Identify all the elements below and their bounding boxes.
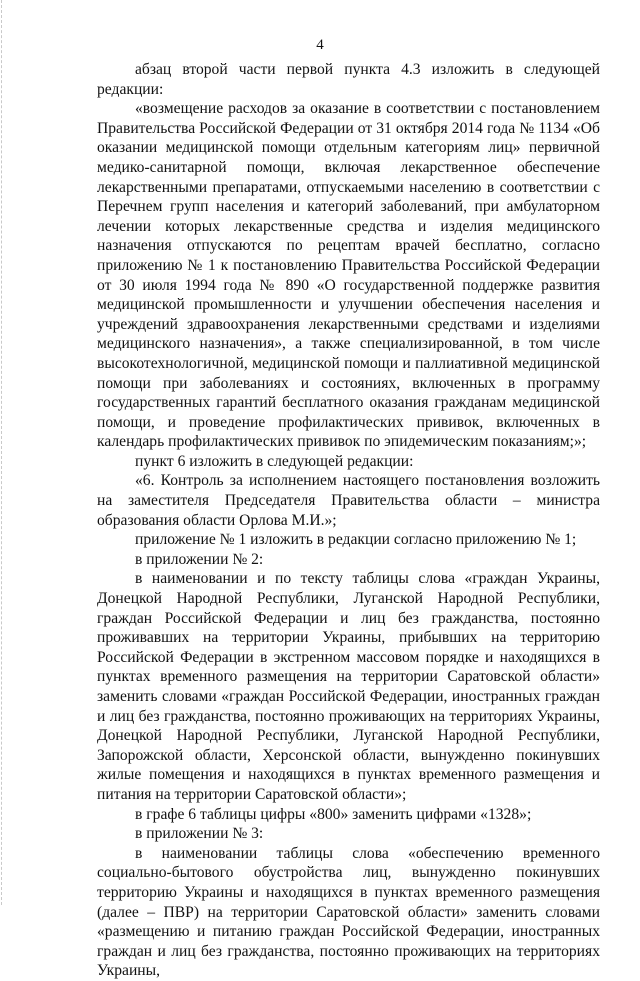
paragraph-8: в графе 6 таблицы цифры «800» заменить цифрами «1328»; [135, 805, 532, 823]
paragraph-2: «возмещение расходов за оказание в соответствии с постановлением Правительства Российской Федерации от 31 октября 2014 года № 1134 «Об оказании медицинской помощи отдельным категориям лиц» первичной медико-санитарной помощи, включая лекарственное обеспечение лекарственными препаратами, отпускаемыми населению в соответствии с Перечнем групп населения и категорий заболеваний, при амбулаторном лечении которых лекарственные средства и изделия медицинского назначения отпускаются по рецептам врачей бесплатно, согласно приложению № 1 к постановлению Правительства Российской Федерации от 30 июля 1994 года № 890 «О государственной поддержке развития медицинской промышленности и улучшении обеспечения населения и учреждений здравоохранения лекарственными средствами и изделиями медицинского назначения», а также специализированной, в том числе высокотехнологичной, медицинской помощи и паллиативной медицинской помощи при заболеваниях и состояниях, включенных в программу государственных гарантий бесплатного оказания гражданам медицинской помощи, и проведение профилактических прививок, включенных в календарь профилактических прививок по эпидемическим показаниям;»; [97, 100, 600, 451]
paragraph-1: абзац второй части первой пункта 4.3 изложить в следующей редакции: [97, 61, 600, 98]
page-left-edge [1, 0, 2, 905]
paragraph-3: пункт 6 изложить в следующей редакции: [135, 452, 414, 470]
paragraph-9: в приложении № 3: [135, 825, 264, 843]
paragraph-4: «6. Контроль за исполнением настоящего постановления возложить на заместителя Председателя Правительства области – министра образования области Орлова М.И.»; [97, 472, 600, 529]
paragraph-10: в наименовании таблицы слова «обеспечению временного социально-бытового обустройства лиц, вынужденно покинувших территорию Украины и находящихся в пунктах временного размещения (далее – ПВР) на территории Саратовской области» заменить словами «размещению и питанию граждан Российской Федерации, иностранных граждан и лиц без гражданства, постоянно проживающих на территориях Украины, [97, 844, 600, 980]
document-body [97, 60, 600, 981]
page-number: 4 [316, 37, 324, 53]
paragraph-5: приложение № 1 изложить в редакции согласно приложению № 1; [135, 531, 577, 549]
paragraph-6: в приложении № 2: [135, 550, 264, 568]
paragraph-7: в наименовании и по тексту таблицы слова «граждан Украины, Донецкой Народной Республики, Луганской Народной Республики, граждан Российской Федерации и лиц без гражданства, постоянно проживавших на территории Украины, прибывших на территорию Российской Федерации в экстренном массовом порядке и находящихся в пунктах временного размещения на территории Саратовской области» заменить словами «граждан Российской Федерации, иностранных граждан и лиц без гражданства, постоянно проживающих на территориях Украины, Донецкой Народной Республики, Луганской Народной Республики, Запорожской области, Херсонской области, вынужденно покинувших жилые помещения и находящихся в пунктах временного размещения и питания на территории Саратовской области»; [97, 570, 600, 803]
